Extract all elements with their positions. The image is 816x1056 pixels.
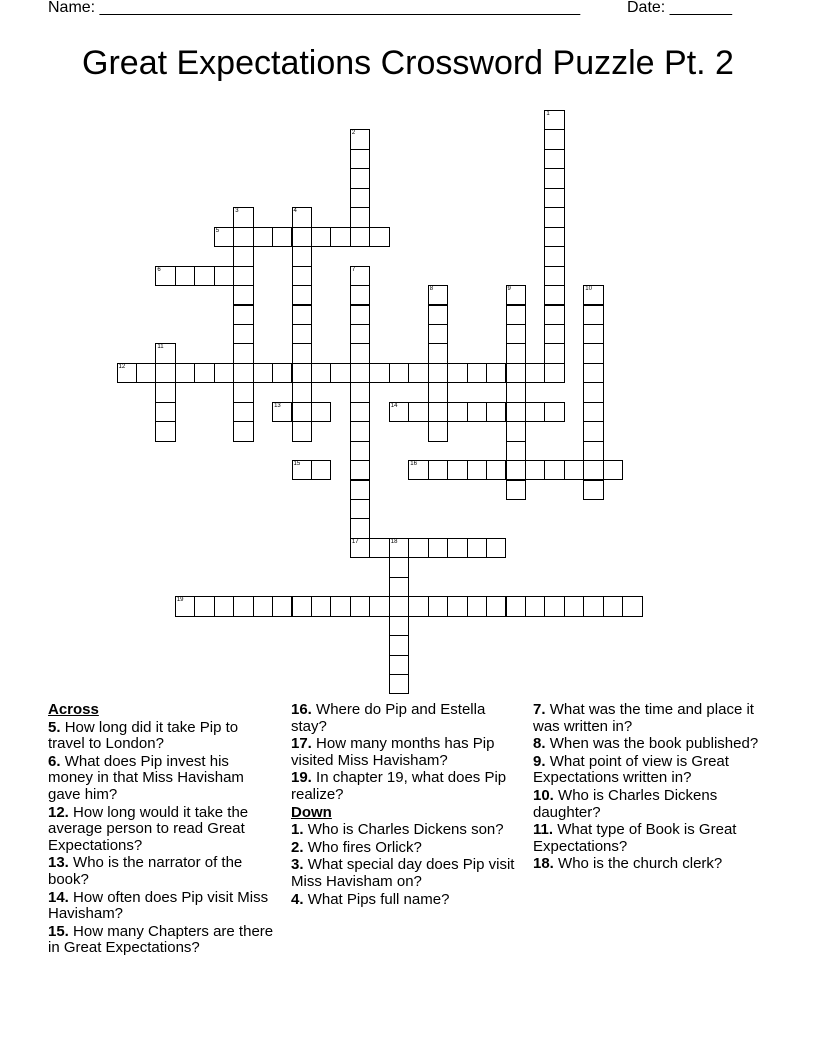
grid-cell[interactable] — [486, 596, 506, 616]
grid-cell[interactable] — [428, 363, 448, 383]
grid-cell[interactable] — [506, 305, 526, 325]
grid-cell[interactable] — [506, 480, 526, 500]
grid-cell[interactable] — [428, 285, 448, 305]
grid-cell[interactable] — [350, 266, 370, 286]
grid-cell[interactable] — [292, 246, 312, 266]
grid-cell[interactable] — [233, 343, 253, 363]
grid-cell[interactable] — [214, 227, 234, 247]
clue-number: 8 — [429, 286, 434, 293]
grid-cell[interactable] — [350, 460, 370, 480]
grid-cell[interactable] — [486, 460, 506, 480]
grid-cell[interactable] — [350, 168, 370, 188]
grid-cell[interactable] — [253, 227, 273, 247]
grid-cell[interactable] — [350, 188, 370, 208]
grid-cell[interactable] — [603, 460, 623, 480]
grid-cell[interactable] — [233, 596, 253, 616]
grid-cell[interactable] — [311, 460, 331, 480]
grid-cell[interactable] — [603, 596, 623, 616]
clue-across-15: 15. How many Chapters are there in Great Expectations? — [48, 922, 274, 957]
grid-cell[interactable] — [155, 266, 175, 286]
clues-column-3 — [533, 702, 773, 874]
date-field[interactable]: Date: _______ — [627, 0, 732, 16]
grid-cell[interactable] — [408, 538, 428, 558]
grid-cell[interactable] — [272, 363, 292, 383]
clue-number: 4 — [293, 208, 297, 215]
grid-cell[interactable] — [214, 596, 234, 616]
grid-cell[interactable] — [544, 343, 564, 363]
grid-cell[interactable] — [350, 305, 370, 325]
grid-cell[interactable] — [175, 363, 195, 383]
grid-cell[interactable] — [350, 129, 370, 149]
grid-cell[interactable] — [272, 402, 292, 422]
clue-across-16: 16. Where do Pip and Estella stay? — [291, 701, 486, 735]
grid-cell[interactable] — [486, 363, 506, 383]
clue-number: 5 — [215, 227, 220, 234]
grid-cell[interactable] — [447, 596, 467, 616]
grid-cell[interactable] — [350, 285, 370, 305]
grid-cell[interactable] — [428, 596, 448, 616]
grid-cell[interactable] — [544, 110, 564, 130]
grid-cell[interactable] — [311, 363, 331, 383]
grid-cell[interactable] — [350, 480, 370, 500]
grid-cell[interactable] — [525, 402, 545, 422]
grid-cell[interactable] — [544, 246, 564, 266]
grid-cell[interactable] — [292, 266, 312, 286]
grid-cell[interactable] — [292, 421, 312, 441]
grid-cell[interactable] — [544, 227, 564, 247]
clue-down-4: 4. What Pips full name? — [291, 890, 450, 908]
grid-cell[interactable] — [233, 305, 253, 325]
grid-cell[interactable] — [467, 363, 487, 383]
grid-cell[interactable] — [350, 402, 370, 422]
grid-cell[interactable] — [583, 460, 603, 480]
grid-cell[interactable] — [428, 460, 448, 480]
grid-cell[interactable] — [544, 149, 564, 169]
clue-across-17: 17. How many months has Pip visited Miss Havisham? — [291, 735, 495, 769]
grid-cell[interactable] — [447, 402, 467, 422]
grid-cell[interactable] — [194, 363, 214, 383]
grid-cell[interactable] — [233, 402, 253, 422]
grid-cell[interactable] — [292, 227, 312, 247]
grid-cell[interactable] — [447, 460, 467, 480]
grid-cell[interactable] — [214, 363, 234, 383]
grid-cell[interactable] — [525, 460, 545, 480]
grid-cell[interactable] — [311, 227, 331, 247]
grid-cell[interactable] — [506, 382, 526, 402]
grid-cell[interactable] — [369, 227, 389, 247]
grid-cell[interactable] — [350, 149, 370, 169]
grid-cell[interactable] — [350, 421, 370, 441]
clues-column-1 — [48, 702, 276, 958]
grid-cell[interactable] — [447, 363, 467, 383]
grid-cell[interactable] — [544, 460, 564, 480]
grid-cell[interactable] — [117, 363, 137, 383]
clue-number: 12 — [118, 363, 126, 370]
grid-cell[interactable] — [389, 363, 409, 383]
grid-cell[interactable] — [233, 266, 253, 286]
clue-down-18: 18. Who is the church clerk? — [533, 855, 723, 873]
grid-cell[interactable] — [583, 305, 603, 325]
grid-cell[interactable] — [428, 538, 448, 558]
grid-cell[interactable] — [369, 363, 389, 383]
clue-across-12: 12. How long would it take the average person to read Great Expectations? — [48, 803, 249, 854]
grid-cell[interactable] — [467, 402, 487, 422]
across-heading: Across — [48, 701, 99, 718]
grid-cell[interactable] — [525, 363, 545, 383]
grid-cell[interactable] — [194, 266, 214, 286]
grid-cell[interactable] — [583, 421, 603, 441]
clues-column-2 — [291, 702, 519, 909]
grid-cell[interactable] — [389, 402, 409, 422]
grid-cell[interactable] — [233, 363, 253, 383]
grid-cell[interactable] — [544, 266, 564, 286]
grid-cell[interactable] — [544, 188, 564, 208]
grid-cell[interactable] — [350, 363, 370, 383]
grid-cell[interactable] — [233, 246, 253, 266]
grid-cell[interactable] — [544, 363, 564, 383]
grid-cell[interactable] — [564, 460, 584, 480]
grid-cell[interactable] — [506, 441, 526, 461]
grid-cell[interactable] — [544, 324, 564, 344]
grid-cell[interactable] — [583, 363, 603, 383]
grid-cell[interactable] — [564, 596, 584, 616]
grid-cell[interactable] — [525, 596, 545, 616]
grid-cell[interactable] — [428, 305, 448, 325]
grid-cell[interactable] — [292, 460, 312, 480]
grid-cell[interactable] — [467, 596, 487, 616]
grid-cell[interactable] — [408, 363, 428, 383]
grid-cell[interactable] — [311, 402, 331, 422]
grid-cell[interactable] — [389, 577, 409, 597]
clue-number: 17 — [351, 538, 359, 545]
grid-cell[interactable] — [506, 285, 526, 305]
clue-number: 7 — [351, 266, 356, 273]
grid-cell[interactable] — [506, 460, 526, 480]
clue-number: 19 — [176, 597, 184, 604]
grid-cell[interactable] — [389, 557, 409, 577]
grid-cell[interactable] — [428, 343, 448, 363]
grid-cell[interactable] — [292, 402, 312, 422]
grid-cell[interactable] — [233, 421, 253, 441]
grid-cell[interactable] — [155, 363, 175, 383]
grid-cell[interactable] — [155, 382, 175, 402]
clue-down-8: 8. When was the book published? — [533, 735, 759, 753]
grid-cell[interactable] — [389, 596, 409, 616]
grid-cell[interactable] — [350, 499, 370, 519]
grid-cell[interactable] — [583, 441, 603, 461]
grid-cell[interactable] — [155, 402, 175, 422]
grid-cell[interactable] — [583, 285, 603, 305]
clue-across-5: 5. How long did it take Pip to travel to London? — [48, 718, 239, 753]
grid-cell[interactable] — [428, 382, 448, 402]
grid-cell[interactable] — [506, 596, 526, 616]
grid-cell[interactable] — [428, 324, 448, 344]
grid-cell[interactable] — [350, 441, 370, 461]
grid-cell[interactable] — [544, 207, 564, 227]
grid-cell[interactable] — [292, 343, 312, 363]
grid-cell[interactable] — [272, 596, 292, 616]
grid-cell[interactable] — [253, 596, 273, 616]
clue-down-11: 11. What type of Book is Great Expectations? — [533, 821, 737, 855]
grid-cell[interactable] — [330, 363, 350, 383]
grid-cell[interactable] — [389, 616, 409, 636]
page-title: Great Expectations Crossword Puzzle Pt. 2 — [82, 44, 734, 82]
grid-cell[interactable] — [292, 207, 312, 227]
grid-cell[interactable] — [155, 421, 175, 441]
clue-across-19: 19. In chapter 19, what does Pip realize? — [291, 769, 507, 803]
grid-cell[interactable] — [330, 227, 350, 247]
grid-cell[interactable] — [233, 324, 253, 344]
grid-cell[interactable] — [292, 324, 312, 344]
grid-cell[interactable] — [311, 596, 331, 616]
grid-cell[interactable] — [544, 168, 564, 188]
grid-cell[interactable] — [175, 596, 195, 616]
grid-cell[interactable] — [583, 480, 603, 500]
grid-cell[interactable] — [292, 382, 312, 402]
clue-number: 18 — [390, 538, 398, 545]
clue-number: 16 — [410, 461, 417, 468]
grid-cell[interactable] — [292, 363, 312, 383]
grid-cell[interactable] — [506, 402, 526, 422]
grid-cell[interactable] — [583, 382, 603, 402]
grid-cell[interactable] — [467, 460, 487, 480]
clue-across-6: 6. What does Pip invest his money in that Miss Havisham gave him? — [48, 752, 244, 803]
grid-cell[interactable] — [408, 402, 428, 422]
grid-cell[interactable] — [350, 207, 370, 227]
grid-cell[interactable] — [175, 266, 195, 286]
clue-down-2: 2. Who fires Orlick? — [291, 838, 422, 856]
clue-down-7: 7. What was the time and place it was written in? — [533, 701, 754, 735]
name-field[interactable]: Name: ______________________________________________________ — [48, 0, 581, 16]
grid-cell[interactable] — [428, 421, 448, 441]
grid-cell[interactable] — [622, 596, 642, 616]
clue-number: 13 — [274, 402, 281, 409]
clue-down-3: 3. What special day does Pip visit Miss Havisham on? — [291, 856, 515, 890]
grid-cell[interactable] — [583, 343, 603, 363]
grid-cell[interactable] — [583, 402, 603, 422]
grid-cell[interactable] — [544, 596, 564, 616]
grid-cell[interactable] — [369, 538, 389, 558]
grid-cell[interactable] — [292, 285, 312, 305]
grid-cell[interactable] — [194, 596, 214, 616]
grid-cell[interactable] — [544, 285, 564, 305]
grid-cell[interactable] — [506, 343, 526, 363]
grid-cell[interactable] — [330, 596, 350, 616]
grid-cell[interactable] — [253, 363, 273, 383]
grid-cell[interactable] — [428, 402, 448, 422]
grid-cell[interactable] — [467, 538, 487, 558]
clue-number: 3 — [235, 208, 239, 215]
grid-cell[interactable] — [408, 596, 428, 616]
grid-cell[interactable] — [389, 655, 409, 675]
grid-cell[interactable] — [292, 305, 312, 325]
clue-number: 6 — [157, 266, 161, 273]
grid-cell[interactable] — [544, 129, 564, 149]
down-heading: Down — [291, 803, 332, 821]
grid-cell[interactable] — [506, 324, 526, 344]
grid-cell[interactable] — [369, 596, 389, 616]
grid-cell[interactable] — [350, 382, 370, 402]
grid-cell[interactable] — [486, 538, 506, 558]
clue-number: 14 — [390, 402, 398, 409]
clue-number: 11 — [157, 344, 164, 351]
grid-cell[interactable] — [272, 227, 292, 247]
clue-number: 15 — [293, 461, 301, 468]
grid-cell[interactable] — [350, 227, 370, 247]
grid-cell[interactable] — [350, 343, 370, 363]
grid-cell[interactable] — [544, 402, 564, 422]
grid-cell[interactable] — [389, 538, 409, 558]
grid-cell[interactable] — [447, 538, 467, 558]
clue-number: 9 — [507, 286, 511, 293]
grid-cell[interactable] — [389, 635, 409, 655]
grid-cell[interactable] — [583, 596, 603, 616]
grid-cell[interactable] — [389, 674, 409, 694]
clue-across-14: 14. How often does Pip visit Miss Havisham? — [48, 888, 269, 923]
grid-cell[interactable] — [486, 402, 506, 422]
grid-cell[interactable] — [136, 363, 156, 383]
clue-down-1: 1. Who is Charles Dickens son? — [291, 821, 504, 839]
grid-cell[interactable] — [506, 363, 526, 383]
clue-number: 10 — [585, 286, 592, 293]
grid-cell[interactable] — [350, 324, 370, 344]
grid-cell[interactable] — [214, 266, 234, 286]
grid-cell[interactable] — [155, 343, 175, 363]
grid-cell[interactable] — [233, 207, 253, 227]
clue-number: 1 — [546, 111, 550, 117]
grid-cell[interactable] — [583, 324, 603, 344]
grid-cell[interactable] — [350, 518, 370, 538]
grid-cell[interactable] — [544, 305, 564, 325]
clue-across-13: 13. Who is the narrator of the book? — [48, 854, 243, 888]
grid-cell[interactable] — [350, 538, 370, 558]
clue-down-10: 10. Who is Charles Dickens daughter? — [533, 786, 718, 821]
clue-down-9: 9. What point of view is Great Expectations written in? — [533, 752, 729, 787]
grid-cell[interactable] — [233, 227, 253, 247]
clue-number: 2 — [351, 130, 356, 137]
grid-cell[interactable] — [408, 460, 428, 480]
grid-cell[interactable] — [506, 421, 526, 441]
grid-cell[interactable] — [233, 285, 253, 305]
grid-cell[interactable] — [233, 382, 253, 402]
grid-cell[interactable] — [292, 596, 312, 616]
grid-cell[interactable] — [350, 596, 370, 616]
